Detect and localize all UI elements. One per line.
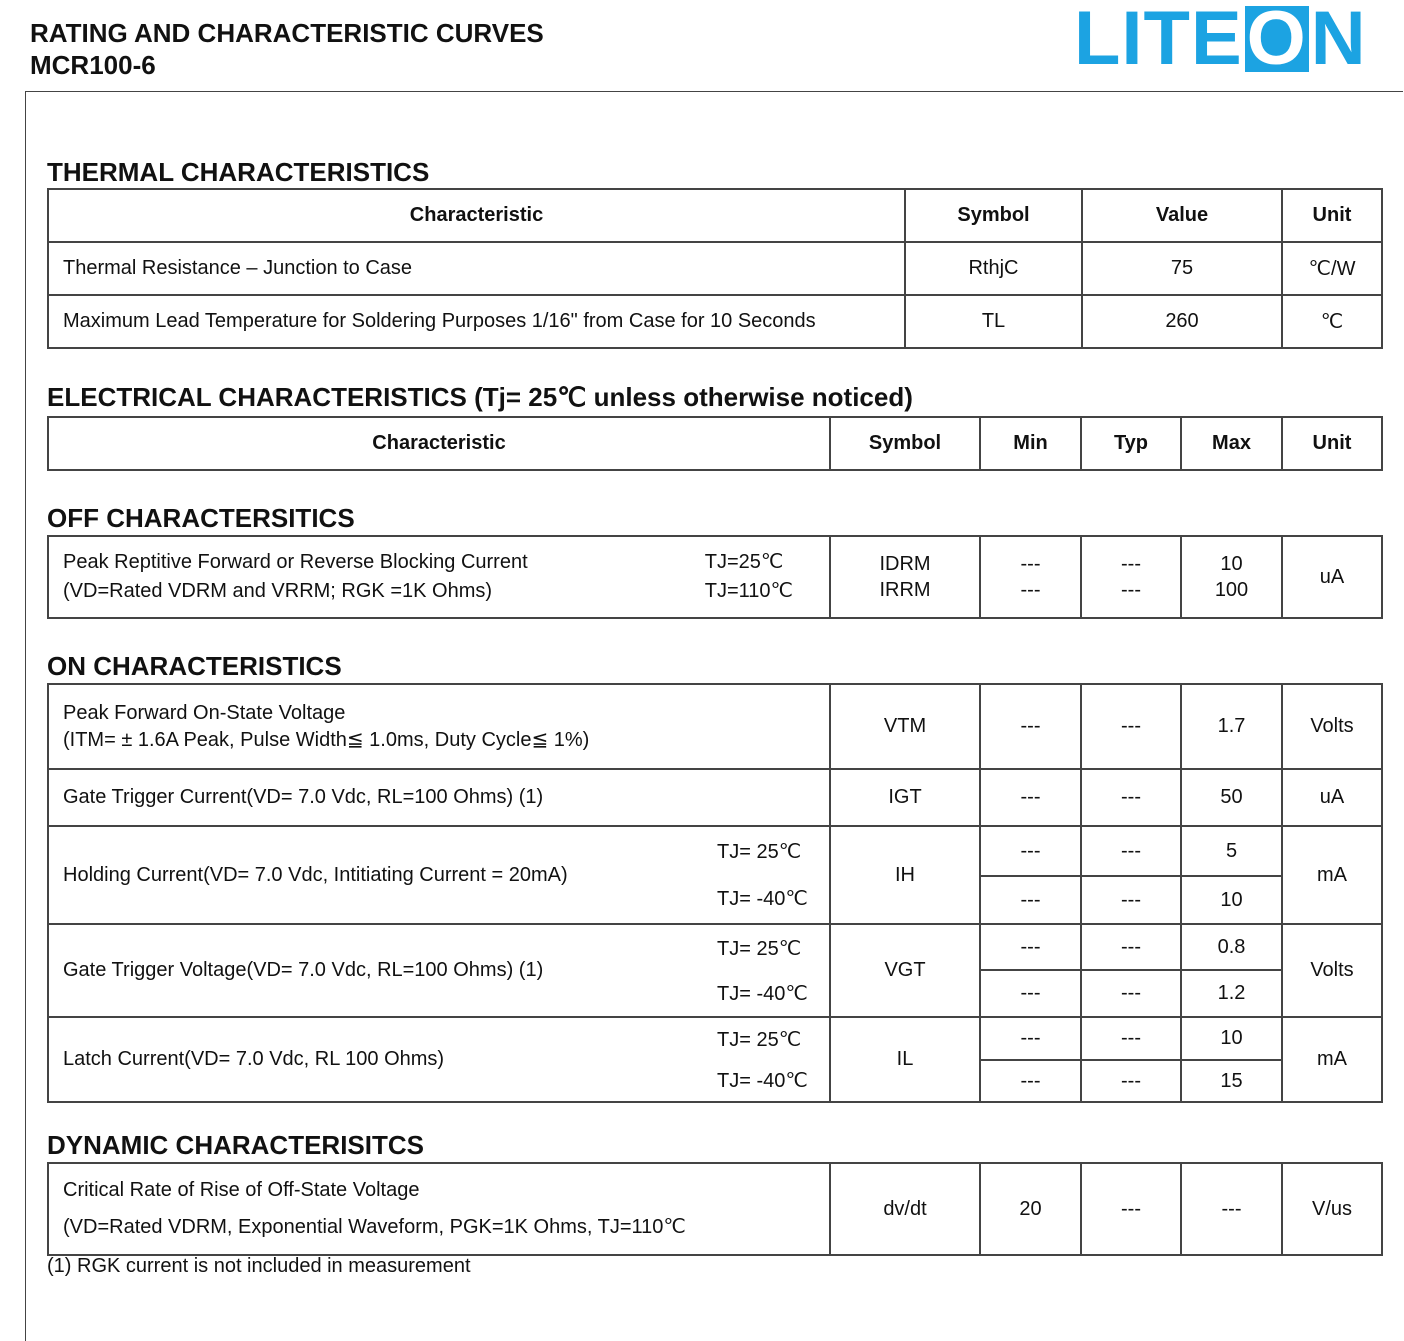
electrical-header-table xyxy=(47,416,1383,471)
footnote: (1) RGK current is not included in measurement xyxy=(47,1255,471,1277)
th-characteristic: Characteristic xyxy=(48,189,905,242)
table-row: Maximum Lead Temperature for Soldering Purposes 1/16" from Case for 10 Seconds TL 260 ℃ xyxy=(48,295,1382,348)
off-section-title: OFF CHARACTERSITICS xyxy=(47,503,355,533)
th-unit: Unit xyxy=(1282,417,1382,470)
th-typ: Typ xyxy=(1081,417,1181,470)
table-row: Peak Reptitive Forward or Reverse Blocking Current (VD=Rated VDRM and VRRM; RGK =1K Ohms) TJ=25℃ TJ=110℃ IDRM IRRM --- --- --- --- 10 100 uA xyxy=(48,536,1382,618)
th-unit: Unit xyxy=(1282,189,1382,242)
th-value: Value xyxy=(1082,189,1282,242)
table-row: Thermal Resistance – Junction to Case RthjC 75 ℃/W xyxy=(48,242,1382,295)
table-row: Critical Rate of Rise of Off-State Voltage (VD=Rated VDRM, Exponential Waveform, PGK=1K Ohms, TJ=110℃ dv/dt 20 --- --- V/us xyxy=(48,1163,1382,1255)
on-table xyxy=(47,683,1383,1103)
dynamic-table xyxy=(47,1162,1383,1256)
th-symbol: Symbol xyxy=(830,417,980,470)
document-title: RATING AND CHARACTERISTIC CURVES xyxy=(30,18,544,48)
th-symbol: Symbol xyxy=(905,189,1082,242)
table-row: Peak Forward On-State Voltage (ITM= ± 1.6A Peak, Pulse Width≦ 1.0ms, Duty Cycle≦ 1%) VTM --- --- 1.7 Volts xyxy=(48,684,1382,769)
on-section-title: ON CHARACTERISTICS xyxy=(47,651,342,681)
th-characteristic: Characteristic xyxy=(48,417,830,470)
off-table xyxy=(47,535,1383,619)
th-min: Min xyxy=(980,417,1081,470)
table-row: Holding Current(VD= 7.0 Vdc, Intitiating Current = 20mA) TJ= 25℃ TJ= -40℃ IH --- --- --- --- 5 10 mA xyxy=(48,826,1382,924)
th-max: Max xyxy=(1181,417,1282,470)
liteon-logo: LITE O N xyxy=(1074,0,1367,81)
electrical-section-title: ELECTRICAL CHARACTERISTICS (Tj= 25℃ unless otherwise noticed) xyxy=(47,382,913,412)
table-row: Latch Current(VD= 7.0 Vdc, RL 100 Ohms) TJ= 25℃ TJ= -40℃ IL --- --- --- --- 10 15 mA xyxy=(48,1017,1382,1102)
table-row: Gate Trigger Current(VD= 7.0 Vdc, RL=100 Ohms) (1) IGT --- --- 50 uA xyxy=(48,769,1382,826)
table-row: Gate Trigger Voltage(VD= 7.0 Vdc, RL=100 Ohms) (1) TJ= 25℃ TJ= -40℃ VGT --- --- --- --- 0.8 1.2 Volts xyxy=(48,924,1382,1017)
thermal-table xyxy=(47,188,1383,349)
dynamic-section-title: DYNAMIC CHARACTERISITCS xyxy=(47,1130,424,1160)
thermal-section-title: THERMAL CHARACTERISTICS xyxy=(47,157,430,187)
part-number: MCR100-6 xyxy=(30,50,156,80)
